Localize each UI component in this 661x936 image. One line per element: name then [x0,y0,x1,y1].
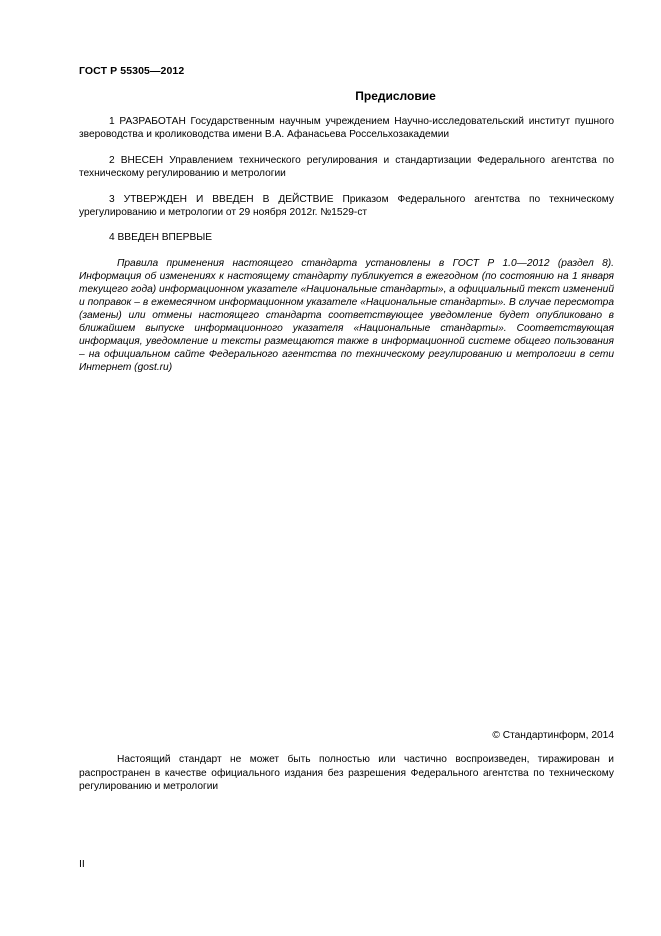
preface-item-approved: 3 УТВЕРЖДЕН И ВВЕДЕН В ДЕЙСТВИЕ Приказом Федерального агентства по техническому урегулированию и метрологии от 29 ноября 2012г. №1529-ст [79,194,614,218]
preface-item-introduced: 4 ВВЕДЕН ВПЕРВЫЕ [109,232,213,243]
page-title: Предисловие [355,89,436,103]
document-code: ГОСТ Р 55305—2012 [79,65,185,77]
page-number: II [79,858,85,870]
reproduction-notice: Настоящий стандарт не может быть полностью или частично воспроизведен, тиражирован и распространен в качестве официального издания без разрешения Федерального агентства по техническому регулированию и метрологии [79,754,614,792]
preface-item-developed: 1 РАЗРАБОТАН Государственным научным учреждением Научно-исследовательский институт пушного звероводства и кролиководства имени В.А. Афанасьева Россельхозакадемии [79,116,614,140]
copyright: © Стандартинформ, 2014 [492,730,614,741]
rules-note: Правила применения настоящего стандарта установлены в ГОСТ Р 1.0—2012 (раздел 8). Информация об изменениях к настоящему стандарту публикуется в ежегодном (по состоянию на 1 января текущего года) информационном указателе «Национальные стандарты», а официальный текст изменений и поправок – в ежемесячном информационном указателе «Национальные стандарты». В случае пересмотра (замены) или отмены настоящего стандарта соответствующее уведомление будет опубликовано в ближайшем выпуске информационного указателя «Национальные стандарты». Соответствующая информация, уведомление и тексты размещаются также в информационной системе общего пользования – на официальном сайте Федерального агентства по техническому регулированию и метрологии в сети Интернет (gost.ru) [79,258,614,373]
preface-item-submitted: 2 ВНЕСЕН Управлением технического регулирования и стандартизации Федерального агентства по техническому регулированию и метрологии [79,155,614,179]
